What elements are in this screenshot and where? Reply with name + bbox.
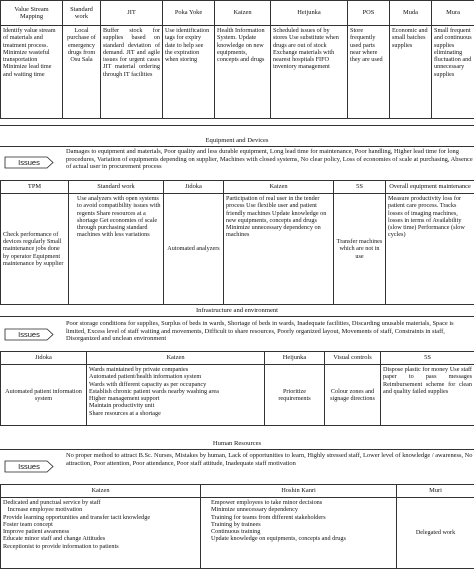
supply-table-row xyxy=(1,26,474,119)
cell-heijunka: Prioritize requirements xyxy=(265,365,325,426)
section-title-human-resources: Human Resources xyxy=(0,440,474,448)
cell-5s: Dispose plastic for money Use staff paper to pass messages Reimbursement scheme for clean and quality failed supplies xyxy=(381,365,474,426)
issues-text-equipment: Damages to equipment and materials, Poor quality and less durable equipment, Long lead time for maintenance, Poor handling, Higher lead time for long procedures, Variation of equipments depending on supplier, Machines with closed systems, No clear policy, Loss of economies of scale at purchasing, Absence of actual user in procurement process xyxy=(66,148,473,171)
cell-jidoka: Automated patient information system xyxy=(1,365,87,426)
header-pos: POS xyxy=(348,1,390,26)
cell-poka-yoke: Use identification tags for expiry date to help see the expiration when storing xyxy=(163,26,215,119)
infrastructure-table xyxy=(0,351,474,426)
human-header-row xyxy=(1,485,474,498)
cell-muda: Economic and small batches supplies xyxy=(390,26,432,119)
cell-kaizen: Health Information System. Update knowledge on new equipments, concepts and drugs xyxy=(215,26,271,119)
issues-label: Issues xyxy=(18,462,40,471)
header-overall-equipment-maintenance: Overall equipment maintenance xyxy=(386,181,474,194)
header-standard-work: Standard work xyxy=(69,181,164,194)
cell-pos: Store frequently used parts near where they are used xyxy=(348,26,390,119)
cell-visual-controls: Colour zones and signage directions xyxy=(325,365,381,426)
cell-kaizen: Participation of real user in the tender process Use flexible user and patient friendly machines Update knowledge on new equipments, concepts and drugs Minimize unnecessary dependency on machines xyxy=(224,194,334,305)
header-5s: 5S xyxy=(381,352,474,365)
cell-kaizen: Dedicated and punctual service by staff Increase employee motivation Provide learning opportunities and transfer tacit knowledge Foster team concept Improve patient awareness Educate minor staff and change Attitudes Receptionist to provide information to patients xyxy=(1,498,201,569)
header-5s: 5S xyxy=(334,181,386,194)
equipment-header-row xyxy=(1,181,474,194)
issues-label: Issues xyxy=(18,330,40,339)
header-muri: Muri xyxy=(397,485,474,498)
header-heijunka: Heijunka xyxy=(271,1,348,26)
equipment-table xyxy=(0,180,474,305)
header-visual-controls: Visual controls xyxy=(325,352,381,365)
header-mura: Mura xyxy=(432,1,474,26)
header-poka-yoke: Poka Yoke xyxy=(163,1,215,26)
issues-text-human: No proper method to attract B.Sc. Nurses, Mistakes by human, Lack of opportunities to learn, Highly stressed staff, Lower level of knowledge / awareness, No attraction, Poor attention, Poor attendance, Poor staff attitude, Inadequate staff motivation xyxy=(66,452,473,467)
infrastructure-header-row xyxy=(1,352,474,365)
cell-jit: Buffer stock for supplies based on standard deviation of demand. JIT and agile issues for urgent cases JIT material ordering through IT facilities xyxy=(101,26,163,119)
header-muda: Muda xyxy=(390,1,432,26)
header-kaizen: Kaizen xyxy=(224,181,334,194)
cell-standard-work: Local purchase of emergency drugs from Osu Sala xyxy=(63,26,101,119)
cell-hoshin-kanri: Empower employees to take minor decisions Minimize unnecessary dependency Training for teams from different stakeholders Training by trainees Continuous training Update knowledge on equipments, concepts and drugs xyxy=(201,498,397,569)
section-title-infrastructure: Infrastructure and environment xyxy=(0,307,474,315)
issues-badge-equipment xyxy=(4,156,54,169)
header-jidoka: Jidoka xyxy=(1,352,87,365)
header-standard-work: Standard work xyxy=(63,1,101,26)
issues-text-infrastructure: Poor storage conditions for supplies, Surplus of beds in wards, Shortage of beds in wards, Inadequate facilities, Discarding unusable materials, Space is limited, Excess level of staff waiting and movements, Difficult to share resources, Poorly organized layout, Movements of staff, Constraints in staff, Disorganized and unclean environment xyxy=(66,320,473,343)
supply-table-header-row xyxy=(1,1,474,26)
issues-box-human xyxy=(0,449,474,485)
section-title-equipment: Equipment and Devices xyxy=(0,137,474,145)
issues-label: Issues xyxy=(18,158,40,167)
issues-badge-infrastructure xyxy=(4,328,54,341)
cell-standard-work: Use analyzers with open systems to avoid compatibility issues with regents Share resources at a shortage Get economies of scale through purchasing standard machines with less variations xyxy=(69,194,164,305)
cell-kaizen: Wards maintained by private companies Automated patient/health information system Wards with different capacity as per occupancy Establish chronic patient wards nearby washing area Higher management support Maintain productivity unit Share resources at a shortage xyxy=(87,365,265,426)
human-resources-table xyxy=(0,484,474,569)
equipment-row xyxy=(1,194,474,305)
issues-badge-human xyxy=(4,460,54,473)
cell-tpm: Check performance of devices regularly Small maintenance jobs done by operator Equipment maintenance by supplier xyxy=(1,194,69,305)
infrastructure-row xyxy=(1,365,474,426)
header-jit: JIT xyxy=(101,1,163,26)
header-hoshin-kanri: Hoshin Kanri xyxy=(201,485,397,498)
header-tpm: TPM xyxy=(1,181,69,194)
header-value-stream-mapping: Value Stream Mapping xyxy=(1,1,63,26)
supply-table xyxy=(0,0,474,119)
issues-box-infrastructure xyxy=(0,316,474,352)
header-kaizen: Kaizen xyxy=(87,352,265,365)
header-kaizen: Kaizen xyxy=(1,485,201,498)
cell-heijunka: Scheduled issues of by stores Use substitute when drugs are out of stock Exchange materials with nearest hospitals FIFO inventory management xyxy=(271,26,348,119)
cell-mura: Small frequent and continuous supplies eliminating fluctuation and unnecessary supplies xyxy=(432,26,474,119)
cell-5s: Transfer machines which are not in use xyxy=(334,194,386,305)
issues-box-equipment xyxy=(0,146,474,181)
header-kaizen: Kaizen xyxy=(215,1,271,26)
cell-muri: Delegated work xyxy=(397,498,474,569)
cell-value-stream-mapping: Identify value stream of materials and treatment process. Minimize wasteful transportation Minimize lead time and waiting time xyxy=(1,26,63,119)
header-jidoka: Jidoka xyxy=(164,181,224,194)
cell-jidoka: Automated analyzers xyxy=(164,194,224,305)
human-row xyxy=(1,498,474,569)
cell-overall-equipment-maintenance: Measure productivity loss for patient care process. Tracks losses of imaging machines, losses in terms of Availability (slow time) Performance (slow cycles) xyxy=(386,194,474,305)
header-heijunka: Heijunka xyxy=(265,352,325,365)
